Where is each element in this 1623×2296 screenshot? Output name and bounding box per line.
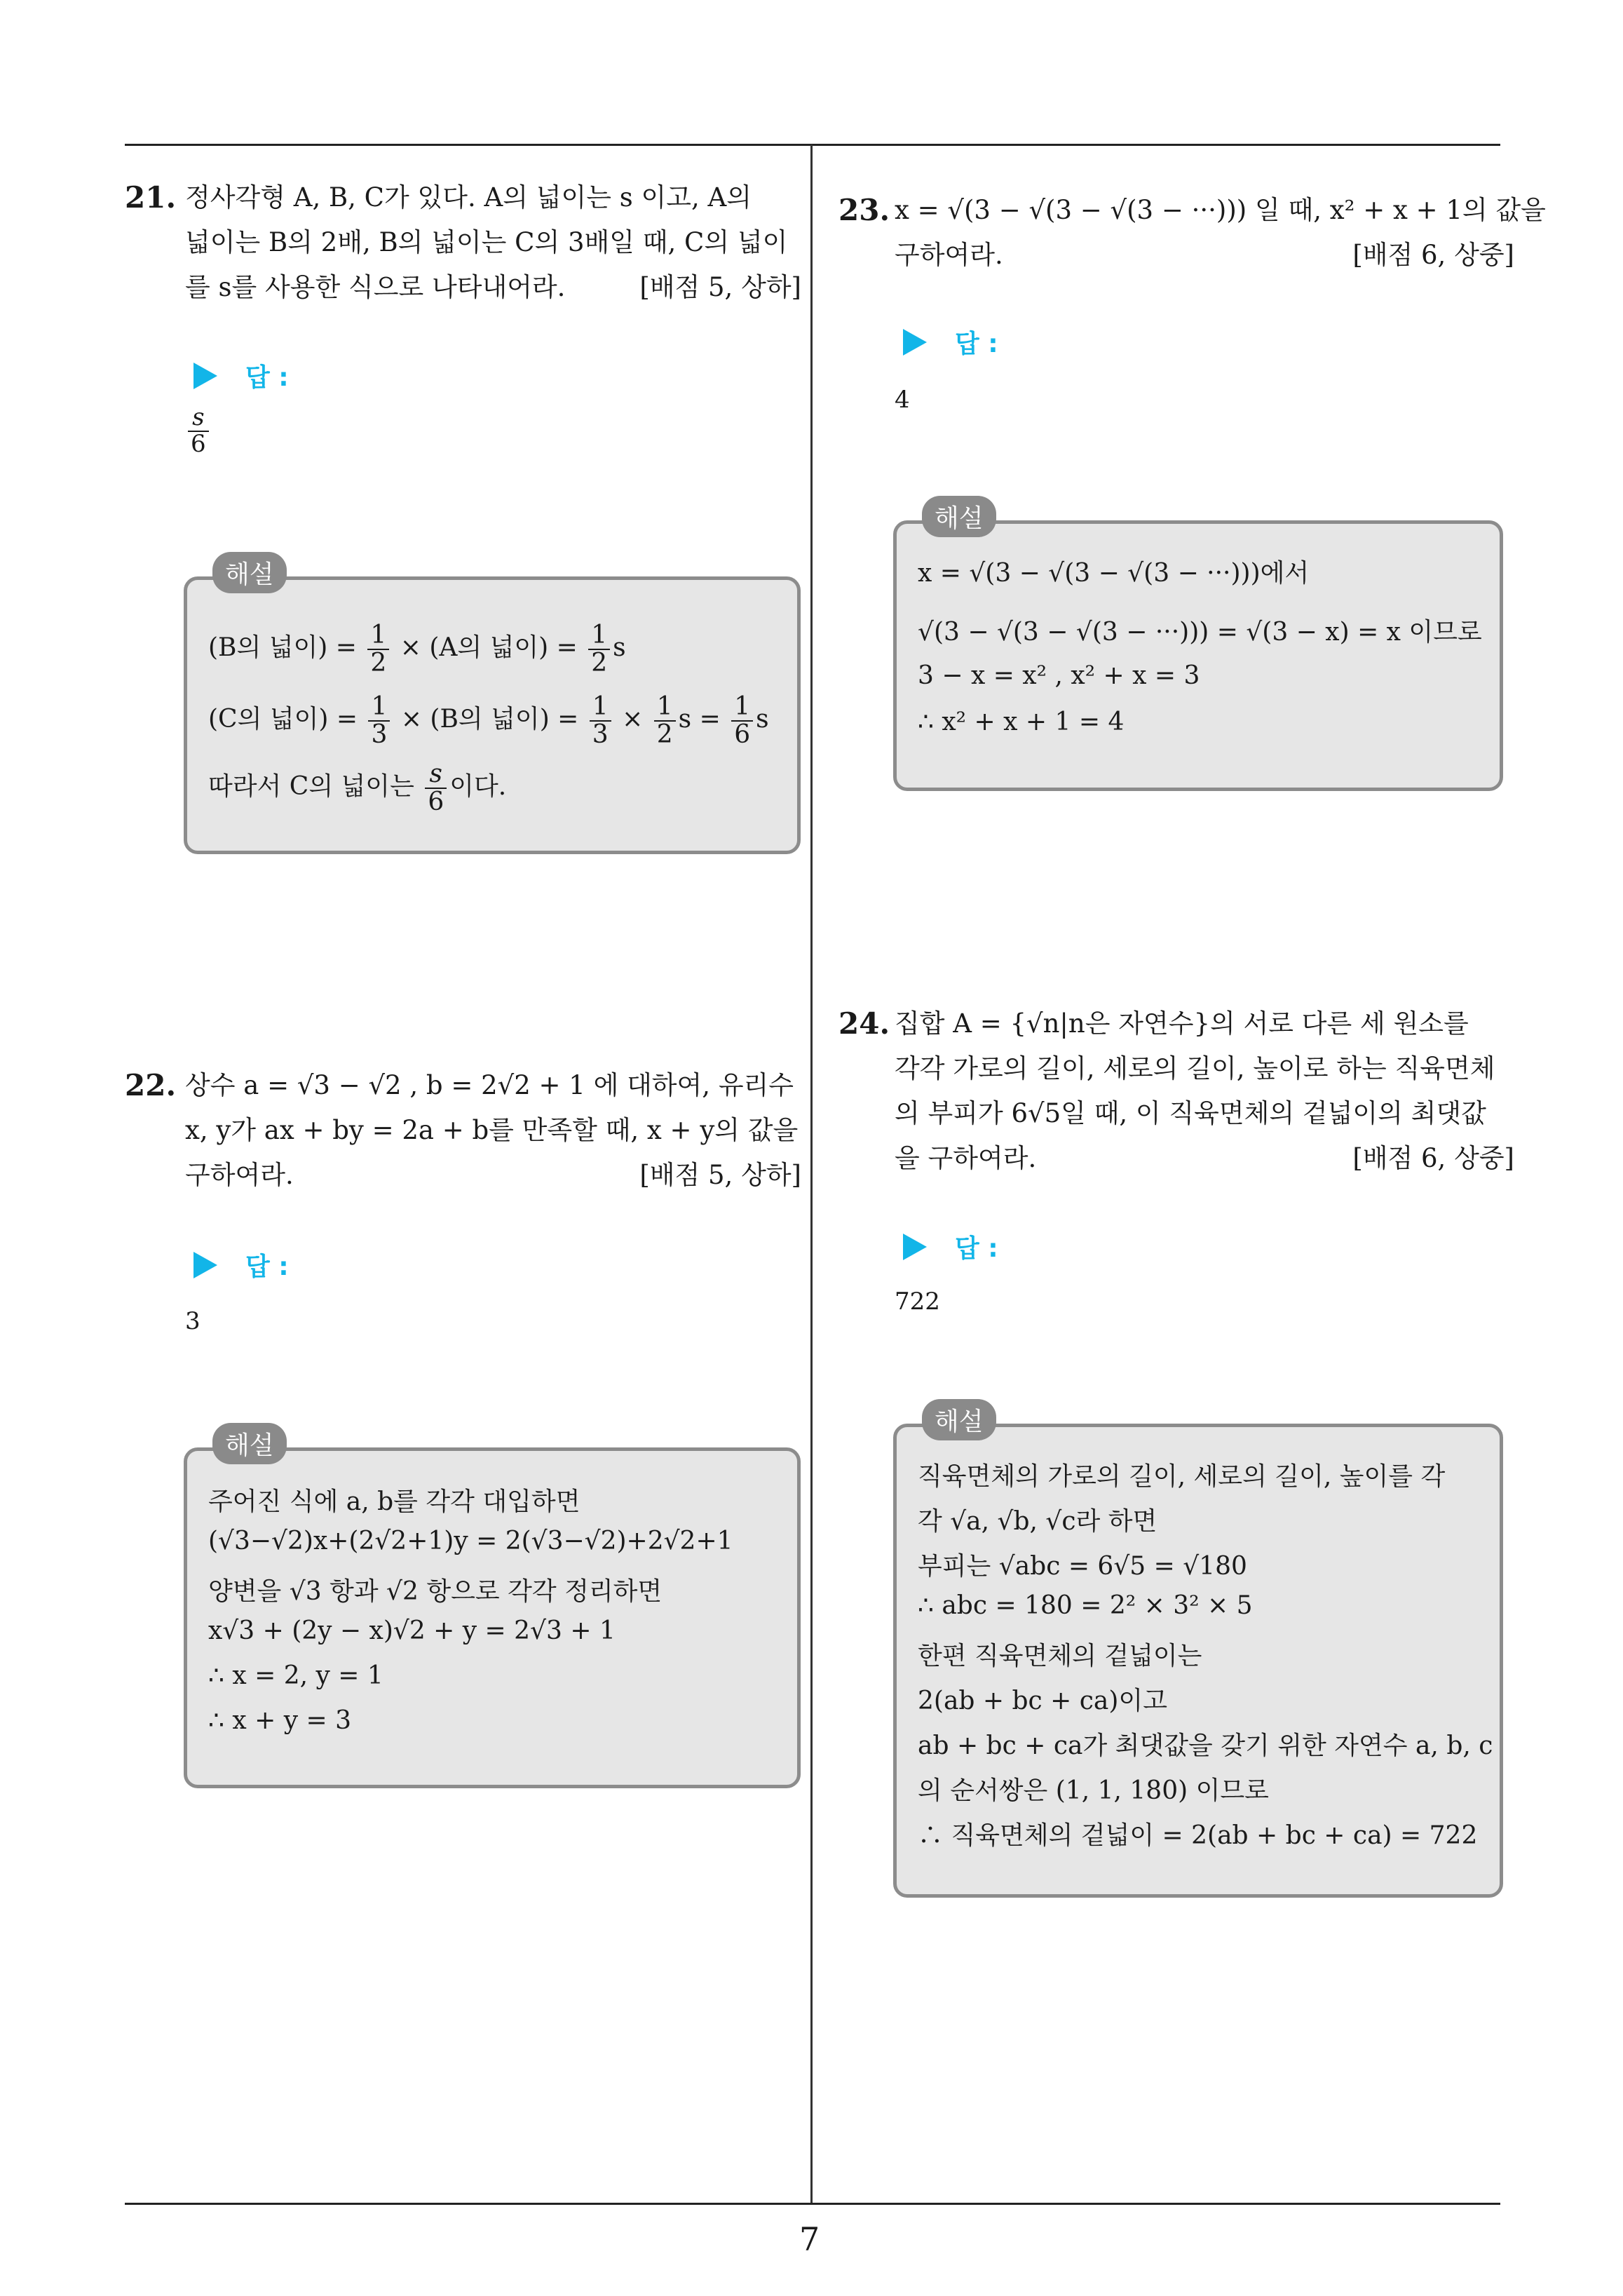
answer-value-22: 3	[185, 1307, 201, 1335]
points-label: [배점 5, 상하]	[639, 272, 801, 302]
points-label: [배점 5, 상하]	[639, 1160, 801, 1190]
answer-header-21	[193, 358, 289, 393]
answer-label: 답 :	[245, 1252, 289, 1281]
explanation-line: (B의 넓이) = $\frac{1}{2}$ × (A의 넓이) = $\frac{1}{2}$ s	[208, 621, 626, 677]
explanation-box-22	[184, 1431, 801, 1788]
answer-header-24	[903, 1229, 998, 1264]
problem-line: 상수 a = √3 − √2 , b = 2√2 + 1 에 대하여, 유리수	[185, 1070, 794, 1100]
problem-line: 를 s를 사용한 식으로 나타내어라. [배점 5, 상하]	[185, 265, 801, 310]
problem-line: 의 부피가 6√5일 때, 이 직육면체의 겉넓이의 최댓값	[895, 1098, 1486, 1128]
problem-line: 구하여라. [배점 6, 상중]	[895, 233, 1514, 278]
explanation-line: √(3 − √(3 − √(3 − ···))) = √(3 − x) = x 이므로	[918, 618, 1482, 647]
explanation-tag: 해설	[922, 496, 996, 537]
explanation-line: 3 − x = x² , x² + x = 3	[918, 661, 1200, 690]
problem-text	[185, 1063, 801, 1198]
explanation-box-24	[893, 1407, 1503, 1898]
page-number: 7	[799, 2220, 820, 2258]
answer-label: 답 :	[245, 363, 289, 392]
problem-line: 넓이는 B의 2배, B의 넓이는 C의 3배일 때, C의 넓이	[185, 227, 788, 257]
explanation-line: 2(ab + bc + ca)이고	[918, 1687, 1167, 1715]
explanation-line: ab + bc + ca가 최댓값을 갖기 위한 자연수 a, b, c	[918, 1731, 1493, 1760]
answer-label: 답 :	[955, 1234, 998, 1263]
explanation-line: 주어진 식에 a, b를 각각 대입하면	[208, 1487, 580, 1516]
answer-label: 답 :	[955, 330, 998, 358]
explanation-tag: 해설	[212, 1423, 287, 1464]
explanation-line: 부피는 √abc = 6√5 = √180	[918, 1552, 1247, 1581]
explanation-line: 각 √a, √b, √c라 하면	[918, 1507, 1157, 1536]
problem-line: 을 구하여라. [배점 6, 상중]	[895, 1136, 1514, 1181]
answer-header-22	[193, 1247, 289, 1283]
top-rule	[125, 144, 1500, 146]
problem-text	[895, 1001, 1514, 1181]
answer-value-21: $\frac{s}{6}$	[185, 405, 212, 457]
problem-line: 정사각형 A, B, C가 있다. A의 넓이는 s 이고, A의	[185, 182, 752, 212]
column-divider	[810, 144, 813, 2203]
explanation-line: x√3 + (2y − x)√2 + y = 2√3 + 1	[208, 1616, 616, 1645]
play-triangle-icon	[903, 1234, 927, 1260]
explanation-tag: 해설	[922, 1399, 996, 1440]
problem-line: 집합 A = {√n|n은 자연수}의 서로 다른 세 원소를	[895, 1008, 1469, 1039]
problem-number: 22.	[125, 1068, 177, 1102]
answer-header-23	[903, 324, 998, 360]
explanation-line: 따라서 C의 넓이는 $\frac{s}{6}$ 이다.	[208, 759, 507, 816]
answer-value-23: 4	[895, 386, 910, 414]
bottom-rule	[125, 2203, 1500, 2205]
explanation-line: ∴ x = 2, y = 1	[208, 1661, 383, 1690]
problem-number: 21.	[125, 180, 177, 215]
explanation-line: ∴ x² + x + 1 = 4	[918, 708, 1125, 736]
problem-line: 각각 가로의 길이, 세로의 길이, 높이로 하는 직육면체	[895, 1053, 1495, 1083]
problem-line: x = √(3 − √(3 − √(3 − ···))) 일 때, x² + x + 1의 값을	[895, 195, 1546, 225]
problem-number: 23.	[838, 193, 890, 227]
play-triangle-icon	[193, 1252, 217, 1278]
explanation-line: 한편 직육면체의 겉넓이는	[918, 1642, 1202, 1670]
explanation-line: ∴ abc = 180 = 2² × 3² × 5	[918, 1591, 1253, 1620]
answer-value-24: 722	[895, 1288, 940, 1316]
explanation-tag: 해설	[212, 552, 287, 593]
problem-line: 구하여라. [배점 5, 상하]	[185, 1153, 801, 1198]
problem-text	[185, 175, 801, 310]
explanation-box-21	[184, 560, 801, 854]
explanation-line: ∴ x + y = 3	[208, 1706, 351, 1735]
points-label: [배점 6, 상중]	[1352, 1143, 1514, 1173]
play-triangle-icon	[193, 363, 217, 389]
explanation-box-23	[893, 504, 1503, 791]
explanation-line: 의 순서쌍은 (1, 1, 180) 이므로	[918, 1776, 1269, 1805]
problem-text	[895, 188, 1546, 278]
explanation-line: ∴ 직육면체의 겉넓이 = 2(ab + bc + ca) = 722	[918, 1821, 1478, 1850]
problem-line: x, y가 ax + by = 2a + b를 만족할 때, x + y의 값을	[185, 1115, 799, 1145]
problem-number: 24.	[838, 1006, 890, 1041]
explanation-line: (C의 넓이) = $\frac{1}{3}$ × (B의 넓이) = $\frac{1}{3}$ × $\frac{1}{2}$ s = $\frac{1}{6}$ s	[208, 692, 769, 749]
explanation-line: 직육면체의 가로의 길이, 세로의 길이, 높이를 각	[918, 1462, 1446, 1491]
points-label: [배점 6, 상중]	[1352, 240, 1514, 270]
explanation-line: 양변을 √3 항과 √2 항으로 각각 정리하면	[208, 1577, 663, 1606]
explanation-line: (√3−√2)x+(2√2+1)y = 2(√3−√2)+2√2+1	[208, 1527, 733, 1555]
play-triangle-icon	[903, 329, 927, 356]
explanation-line: x = √(3 − √(3 − √(3 − ···)))에서	[918, 559, 1310, 588]
